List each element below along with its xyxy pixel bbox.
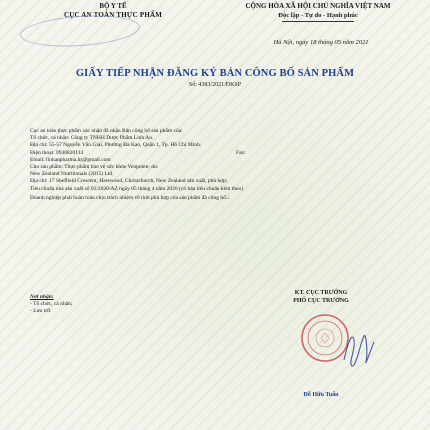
recipient-item: - Tổ chức, cá nhân; (30, 301, 73, 307)
issue-date: Hà Nội, ngày 18 tháng 05 năm 2021 (273, 39, 369, 46)
document-number: Số: 4383/2021/ĐKSP (188, 82, 242, 88)
signature-scribble (338, 322, 378, 372)
responsibility-line: Doanh nghiệp phải hoàn toàn chịu trách nhiệm về tính phù hợp của sản phẩm đã công bố./. (30, 194, 231, 201)
fax-text: Fax: (236, 149, 246, 156)
document-title: GIẤY TIẾP NHẬN ĐĂNG KÝ BẢN CÔNG BỐ SẢN PHẨM (75, 68, 355, 79)
signature-title-line1: KT. CỤC TRƯỞNG (294, 290, 348, 296)
company-line: Tổ chức, cá nhân: Công ty TNHH Dược Phẩm Linh An. (30, 135, 154, 142)
standard-line: Tiêu chuẩn nhà sản xuất số 01/2020/AZ ngày 05 tháng 4 năm 2020 (có bản tiêu chuẩn kèm theo) (30, 185, 244, 192)
country-name: CỘNG HÒA XÃ HỘI CHỦ NGHĨA VIỆT NAM (245, 2, 391, 10)
contact-line (30, 150, 410, 157)
manufacturer-address-line: Địa chỉ: 17 Sheffield Crescent, Harewood, Christchurch, New Zealand sản xuất, phù hợp: (30, 178, 228, 185)
intro-text: Cục an toàn thực phẩm xác nhận đã nhận Bản công bố sản phẩm của: (30, 128, 183, 134)
email-line: Email: linhanpharma.hr@gmail.com (30, 156, 111, 163)
ministry-name: BỘ Y TẾ (99, 2, 127, 10)
national-header (218, 2, 418, 22)
signature-title (266, 290, 376, 305)
signer-name: Đỗ Hữu Tuấn (303, 392, 339, 398)
manufacturer-line: New Zealand Nutritionals (2015) Ltd. (30, 171, 114, 178)
recipient-item: - Lưu trữ. (30, 308, 52, 314)
address-line: Địa chỉ: 55-57 Nguyễn Văn Giai, Phường Đa Kao, Quận 1, Tp. Hồ Chí Minh. (30, 142, 202, 149)
department-name: CỤC AN TOÀN THỰC PHẨM (63, 11, 163, 19)
recipients-heading: Nơi nhận: (30, 294, 54, 300)
document-body (30, 128, 410, 202)
signature-title-line2: PHÓ CỤC TRƯỞNG (293, 297, 349, 304)
motto-underline (282, 21, 354, 22)
recipients-block (30, 294, 160, 315)
phone-text: Điện thoại: 0936820114 (30, 149, 84, 156)
product-line: Cho sản phẩm: Thực phẩm bảo vệ sức khỏe Venpoten; do: (30, 164, 159, 171)
national-motto: Độc lập - Tự do - Hạnh phúc (278, 12, 358, 19)
